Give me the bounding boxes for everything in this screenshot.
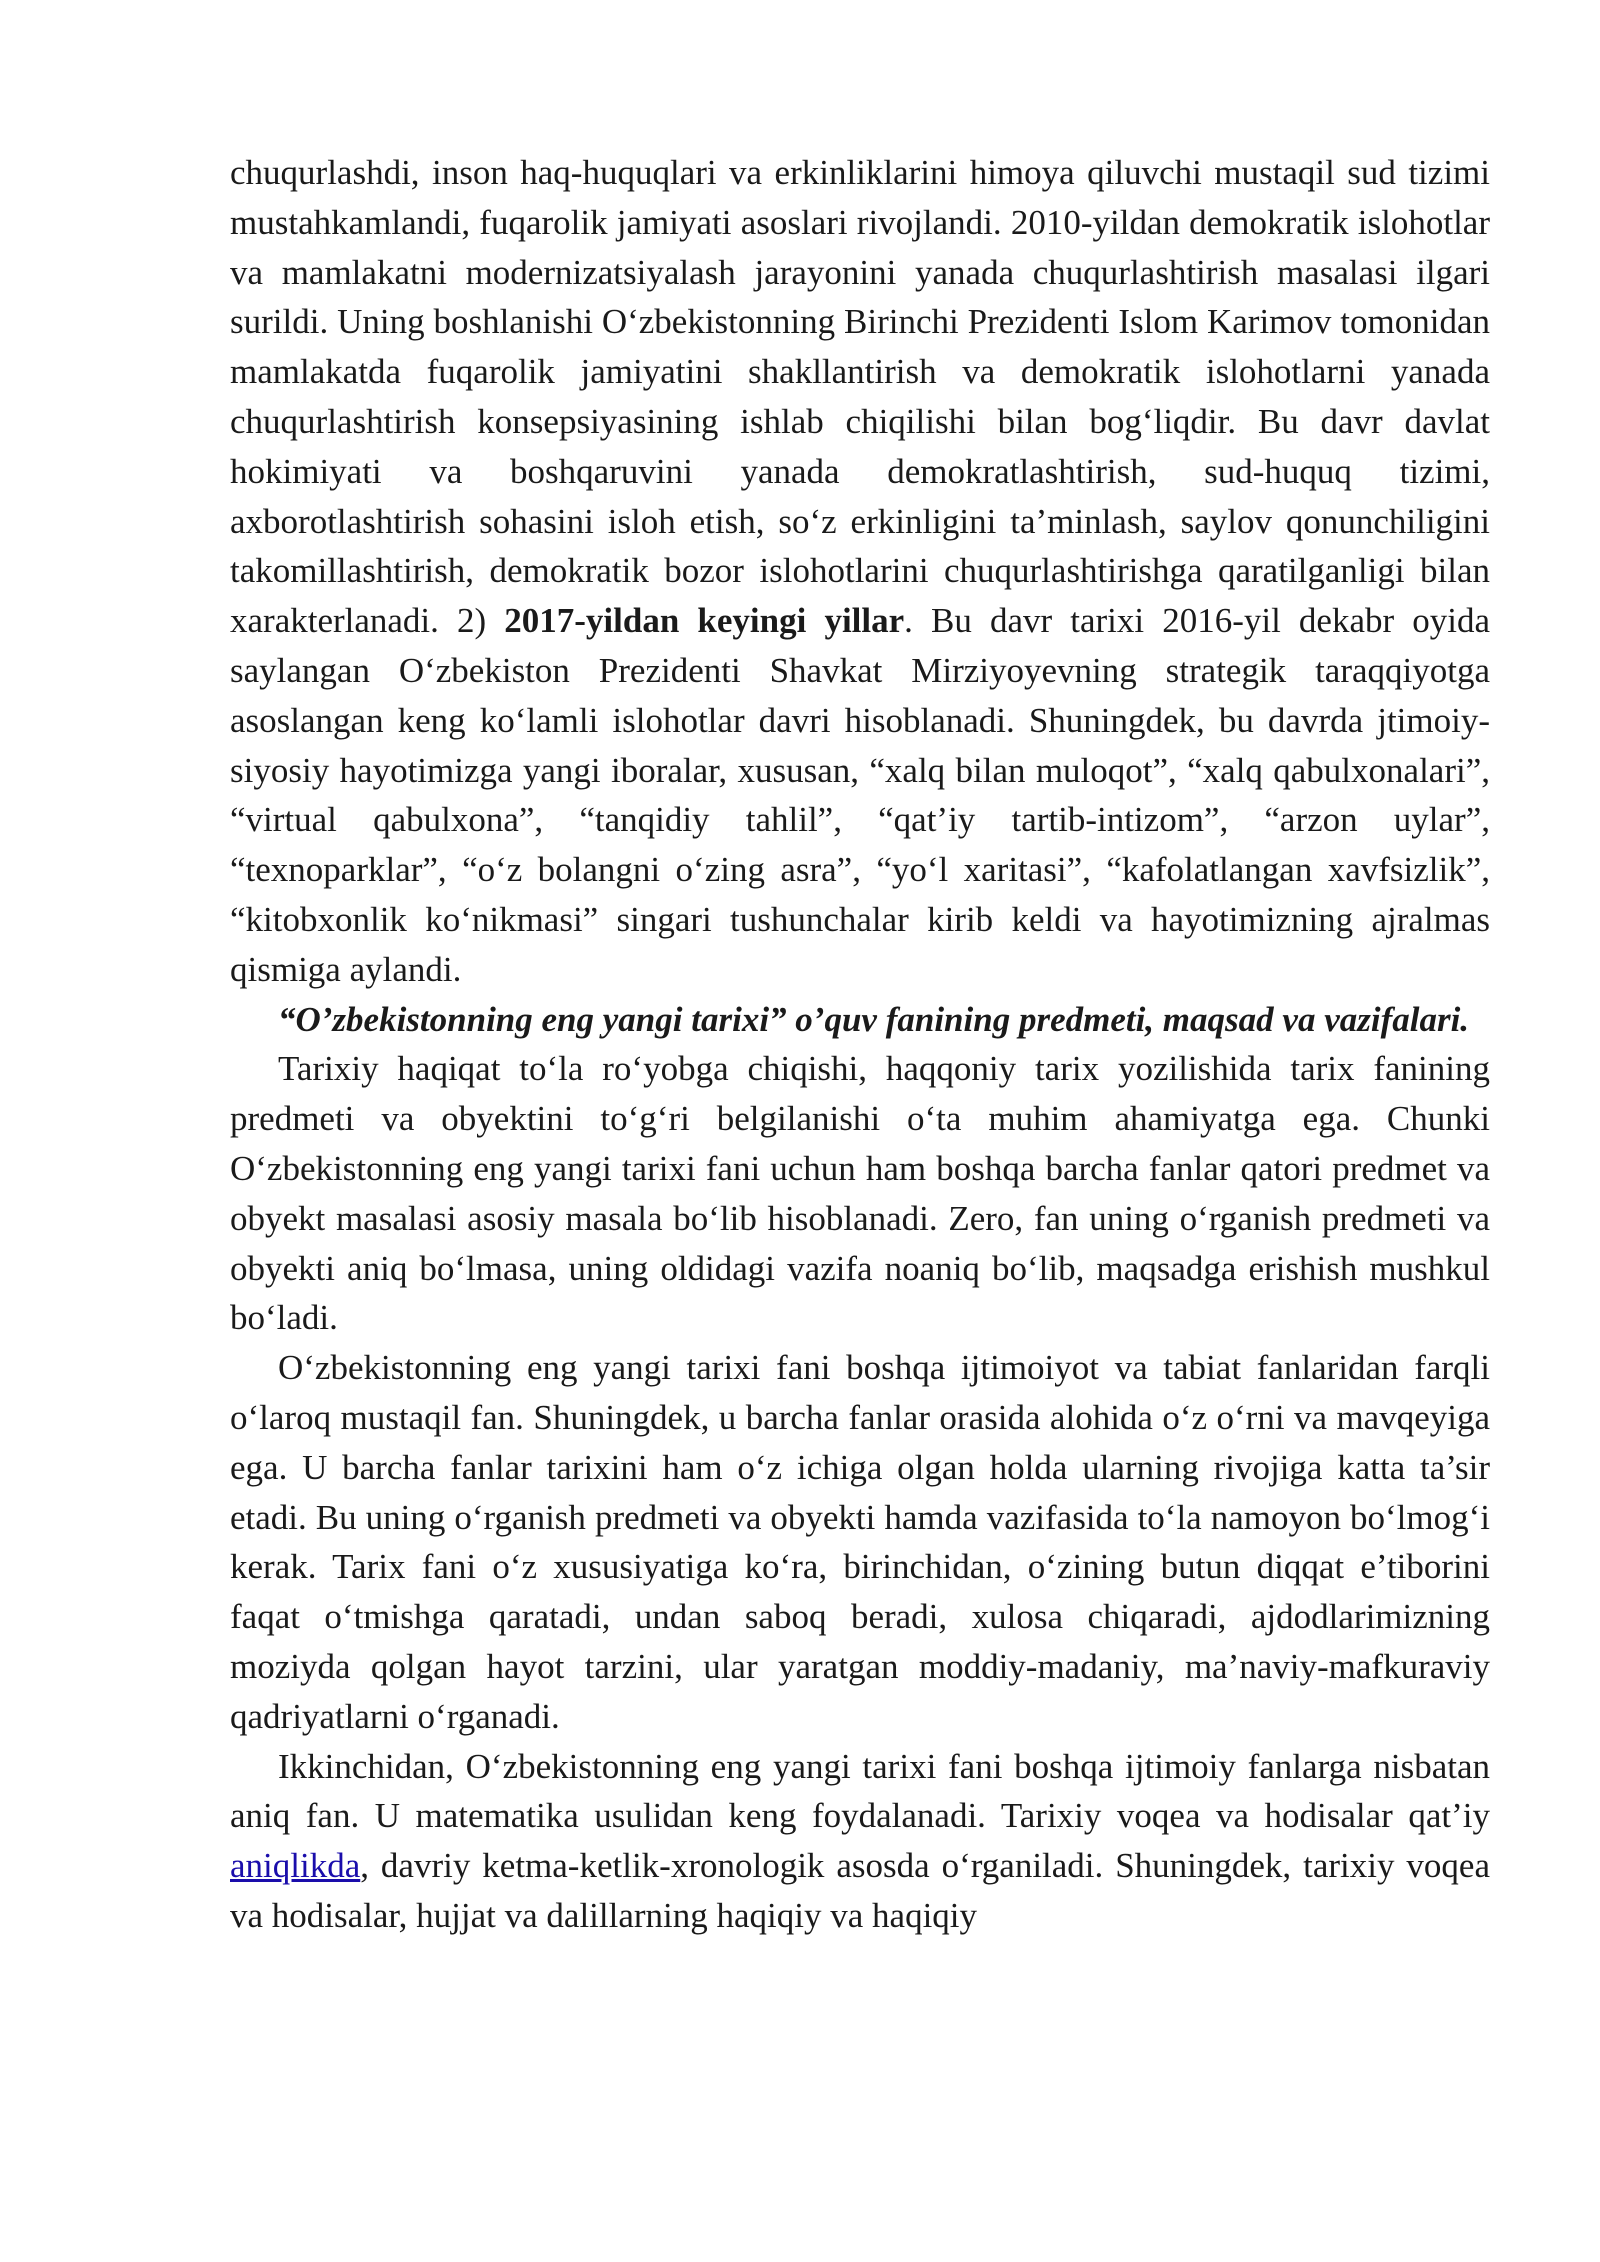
paragraph-second-feature (230, 1742, 1490, 1941)
bold-period-title: 2017-yildan keyingi yillar (504, 601, 905, 641)
paragraph-text: , davriy ketma-ketlik-xronologik asosda o‘rganiladi. Shuningdek, tarixiy voqea va hodisalar, hujjat va dalillarning haqiqiy va haqiqiy (230, 1846, 1490, 1935)
section-heading: “O’zbekistonning eng yangi tarixi” o’quv fanining predmeti, maqsad va vazifalari. (278, 999, 1470, 1039)
aniqlikda-link[interactable]: aniqlikda (230, 1846, 361, 1886)
document-page (230, 148, 1490, 1941)
paragraph-continuation (230, 148, 1490, 995)
paragraph-first-feature: O‘zbekistonning eng yangi tarixi fani boshqa ijtimoiyot va tabiat fanlaridan farqli o‘laroq mustaqil fan. Shuningdek, u barcha fanlar orasida alohida o‘z o‘rni va mavqeyiga ega. U barcha fanlar tarixini ham o‘z ichiga olgan holda ularning rivojiga katta ta’sir etadi. Bu uning o‘rganish predmeti va obyekti hamda vazifasida to‘la namoyon bo‘lmog‘i kerak. Tarix fani o‘z xususiyatiga ko‘ra, birinchidan, o‘zining butun diqqat e’tiborini faqat o‘tmishga qaratadi, undan saboq beradi, xulosa chiqaradi, ajdodlarimizning moziyda qolgan hayot tarzini, ular yaratgan moddiy-madaniy, ma’naviy-mafkuraviy qadriyatlarni o‘rganadi. (230, 1348, 1490, 1736)
paragraph-subject-importance: Tarixiy haqiqat to‘la ro‘yobga chiqishi, haqqoniy tarix yozilishida tarix fanining predmeti va obyektini to‘g‘ri belgilanishi o‘ta muhim ahamiyatga ega. Chunki O‘zbekistonning eng yangi tarixi fani uchun ham boshqa barcha fanlar qatori predmet va obyekt masalasi asosiy masala bo‘lib hisoblanadi. Zero, fan uning o‘rganish predmeti va obyekti aniq bo‘lmasa, uning oldidagi vazifa noaniq bo‘lib, maqsadga erishish mushkul bo‘ladi. (230, 1049, 1490, 1338)
paragraph-text: chuqurlashdi, inson haq-huquqlari va erkinliklarini himoya qiluvchi mustaqil sud tizimi mustahkamlandi, fuqarolik jamiyati asoslari rivojlandi. 2010-yildan demokratik islohotlar va mamlakatni modernizatsiyalash jarayonini yanada chuqurlashtirish masalasi ilgari surildi. Uning boshlanishi O‘zbekistonning Birinchi Prezidenti Islom Karimov tomonidan mamlakatda fuqarolik jamiyatini shakllantirish va demokratik islohotlarni yanada chuqurlashtirish konsepsiyasining ishlab chiqilishi bilan bog‘liqdir. Bu davr davlat hokimiyati va boshqaruvini yanada demokratlashtirish, sud-huquq tizimi, axborotlashtirish sohasini isloh etish, so‘z erkinligini ta’minlash, saylov qonunchiligini takomillashtirish, demokratik bozor islohotlarini chuqurlashtirishga qaratilganligi bilan xarakterlanadi. 2) (230, 153, 1490, 641)
paragraph-text: . Bu davr tarixi 2016-yil dekabr oyida saylangan O‘zbekiston Prezidenti Shavkat Mirziyoyevning strategik taraqqiyotga asoslangan keng ko‘lamli islohotlar davri hisoblanadi. Shuningdek, bu davrda jtimoiy-siyosiy hayotimizga yangi iboralar, xususan, “xalq bilan muloqot”, “xalq qabulxonalari”, “virtual qabulxona”, “tanqidiy tahlil”, “qat’iy tartib-intizom”, “arzon uylar”, “texnoparklar”, “o‘z bolangni o‘zing asra”, “yo‘l xaritasi”, “kafolatlangan xavfsizlik”, “kitobxonlik ko‘nikmasi” singari tushunchalar kirib keldi va hayotimizning ajralmas qismiga aylandi. (230, 601, 1491, 989)
paragraph-text: Ikkinchidan, O‘zbekistonning eng yangi tarixi fani boshqa ijtimoiy fanlarga nisbatan aniq fan. U matematika usulidan keng foydalanadi. Tarixiy voqea va hodisalar qat’iy (230, 1746, 1490, 1836)
